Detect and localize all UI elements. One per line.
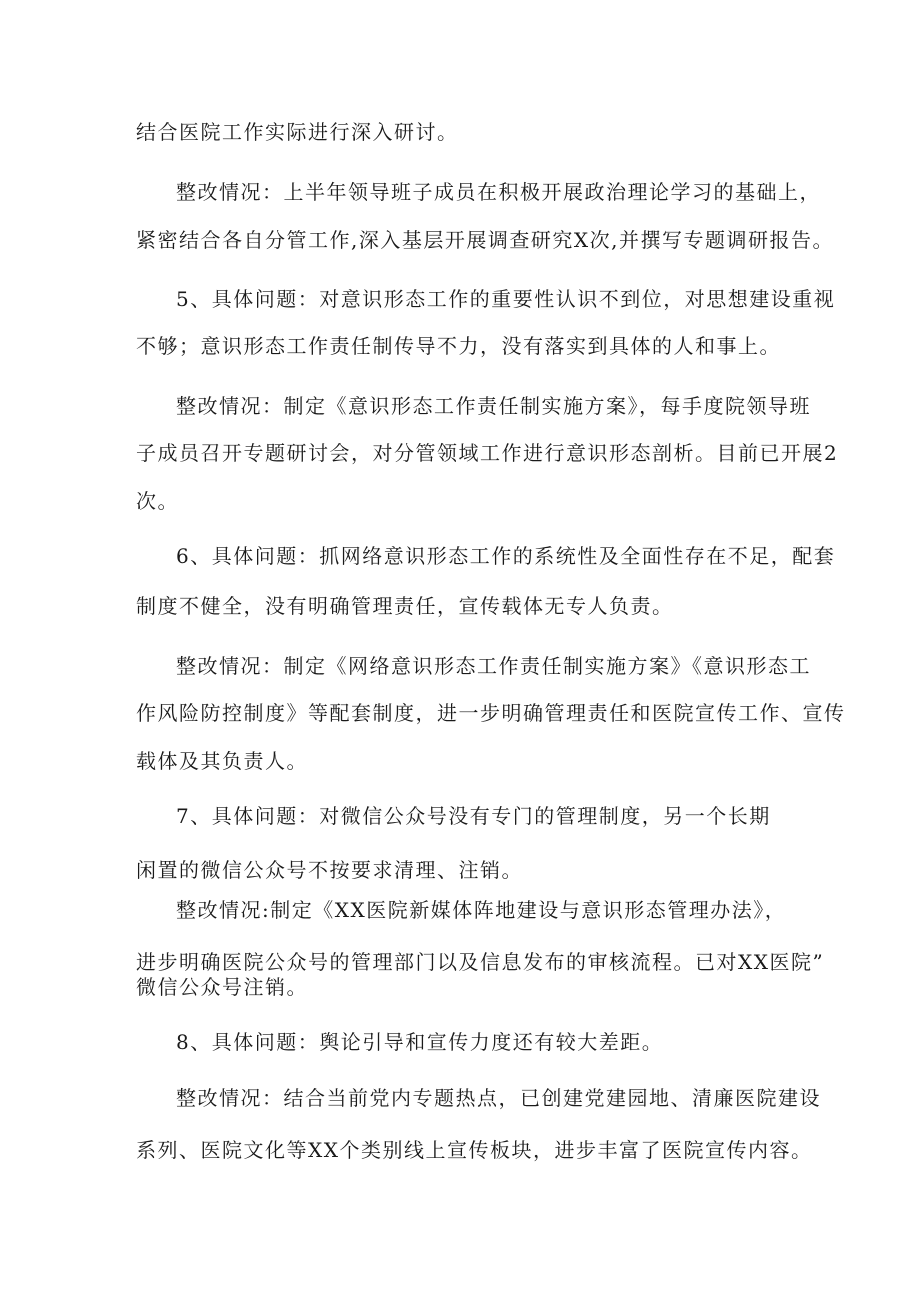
- paragraph-line: 载体及其负责人。: [136, 749, 308, 773]
- paragraph-line: 整改情况：上半年领导班子成员在积极开展政治理论学习的基础上，: [176, 180, 821, 204]
- paragraph-line: 整改情况:制定《XX医院新媒体阵地建设与意识形态管理办法》，: [176, 898, 787, 922]
- paragraph-line: 7、具体问题：对微信公众号没有专门的管理制度，另一个长期: [176, 804, 771, 828]
- paragraph-line: 6、具体问题：抓网络意识形态工作的系统性及全面性存在不足，配套: [176, 544, 836, 568]
- paragraph-line: 整改情况：制定《网络意识形态工作责任制实施方案》《意识形态工: [176, 654, 811, 678]
- paragraph-line: 微信公众号注销。: [136, 975, 308, 999]
- paragraph-line: 闲置的微信公众号不按要求清理、注销。: [136, 858, 523, 882]
- paragraph-line: 结合医院工作实际进行深入研讨。: [136, 120, 459, 144]
- paragraph-line: 子成员召开专题研讨会，对分管领域工作进行意识形态剖析。目前已开展2: [136, 441, 839, 465]
- paragraph-line: 整改情况：结合当前党内专题热点，已创建党建园地、清廉医院建设: [176, 1086, 821, 1110]
- paragraph-line: 8、具体问题：舆论引导和宣传力度还有较大差距。: [176, 1030, 664, 1054]
- paragraph-line: 进步明确医院公众号的管理部门以及信息发布的审核流程。已对XX医院”: [136, 950, 825, 974]
- paragraph-line: 系列、医院文化等XX个类别线上宣传板块，进步丰富了医院宣传内容。: [136, 1138, 813, 1162]
- paragraph-line: 次。: [136, 489, 179, 513]
- paragraph-line: 紧密结合各自分管工作,深入基层开展调查研究X次,并撰写专题调研报告。: [136, 228, 834, 252]
- paragraph-line: 作风险防控制度》等配套制度，进一步明确管理责任和医院宣传工作、宣传: [136, 701, 846, 725]
- paragraph-line: 制度不健全，没有明确管理责任，宣传载体无专人负责。: [136, 594, 674, 618]
- paragraph-line: 不够；意识形态工作责任制传导不力，没有落实到具体的人和事上。: [136, 334, 781, 358]
- paragraph-line: 整改情况：制定《意识形态工作责任制实施方案》，每手度院领导班: [176, 394, 811, 418]
- paragraph-line: 5、具体问题：对意识形态工作的重要性认识不到位，对思想建设重视: [176, 287, 836, 311]
